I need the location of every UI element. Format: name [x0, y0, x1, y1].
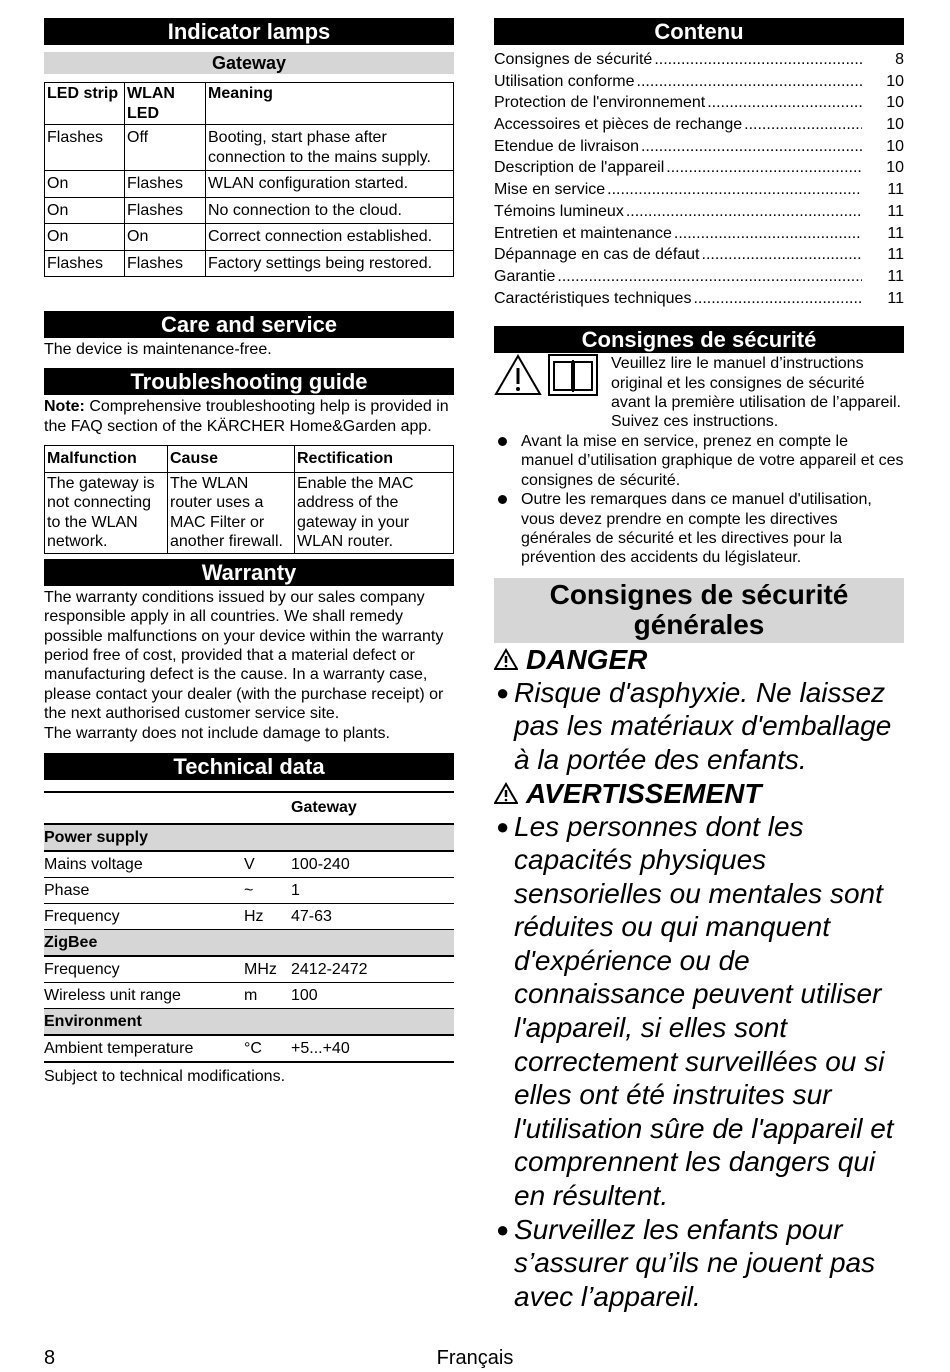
toc-page: 11: [887, 289, 904, 307]
table-row: [45, 224, 454, 251]
cell-unit: m: [244, 982, 291, 1008]
toc-label: Dépannage en cas de défaut: [494, 246, 700, 264]
toc-page: 10: [886, 94, 904, 112]
technical-category-row: [44, 1008, 454, 1035]
toc-leader: [626, 203, 862, 221]
cell-unit: V: [244, 851, 291, 878]
toc-label: Entretien et maintenance: [494, 224, 672, 242]
bullet-text: Les personnes dont les capacités physiques sensorielles ou mentales sont réduites ou qui manquent d'expérience ou de connaissance peuvent utiliser l'appareil, si elles sont correctement surveillées ou si elles ont été instruites sur l'utilisation sûre de l'appareil et comprennent les dangers qui en résultent.: [514, 810, 894, 1212]
toc-label: Utilisation conforme: [494, 72, 635, 90]
bullet-dot-icon: ●: [496, 1216, 510, 1242]
table-row: [45, 171, 454, 198]
cell-led-strip: Flashes: [45, 250, 125, 277]
header-led-strip: LED strip: [45, 83, 125, 125]
cell-cause: The WLAN router uses a MAC Filter or another firewall.: [168, 472, 295, 553]
table-row: [44, 851, 454, 878]
cell-value: +5...+40: [291, 1035, 454, 1062]
list-item[interactable]: [494, 73, 904, 95]
warning-items: [494, 810, 904, 1314]
toc-leader: [707, 94, 862, 112]
troubleshooting-note: [44, 397, 454, 436]
toc-page: 11: [887, 181, 904, 199]
category-label: Environment: [44, 1008, 454, 1035]
danger-label: DANGER: [526, 643, 648, 675]
table-row: [44, 903, 454, 929]
table-header-row: [45, 446, 454, 473]
header-wlan-led: WLAN LED: [125, 83, 206, 125]
cell-wlan-led: Off: [125, 125, 206, 171]
care-service-heading: Care and service: [44, 311, 454, 338]
toc-page: 11: [887, 267, 904, 285]
cell-wlan-led: On: [125, 224, 206, 251]
cell-value: 1: [291, 877, 454, 903]
toc-leader: [607, 181, 862, 199]
toc-page: 8: [895, 51, 904, 68]
danger-label-row: [494, 643, 904, 676]
toc-label: Accessoires et pièces de rechange: [494, 116, 743, 134]
gateway-subheading: Gateway: [44, 52, 454, 74]
cell-wlan-led: Flashes: [125, 197, 206, 224]
danger-items: [494, 676, 904, 777]
toc-label: Protection de l'environnement: [494, 94, 706, 112]
list-item[interactable]: [494, 94, 904, 116]
warning-triangle-icon: [494, 782, 518, 804]
toc-page: 10: [886, 116, 904, 134]
cell-value: 100: [291, 982, 454, 1008]
toc-leader: [557, 268, 862, 286]
list-item: [494, 432, 904, 490]
cell-meaning: Correct connection established.: [206, 224, 454, 251]
bullet-text: Risque d'asphyxie. Ne laissez pas les matériaux d'emballage à la portée des enfants.: [514, 676, 892, 775]
table-row: [44, 956, 454, 983]
troubleshooting-heading: Troubleshooting guide: [44, 368, 454, 395]
toc-leader: [674, 225, 862, 243]
manual-book-icon: [548, 354, 598, 396]
warranty-text: The warranty conditions issued by our sales company responsible apply in all countries. We shall remedy possible malfunctions on your device within the warranty period free of cost, provided that a material defect or manufacturing defect is the cause. In a warranty case, please contact your dealer (with the purchase receipt) or the next authorised customer service site.: [44, 588, 444, 723]
table-row: [44, 1035, 454, 1062]
toc-label: Garantie: [494, 267, 556, 285]
gateway-column-header: Gateway: [291, 792, 454, 824]
safety-heading: Consignes de sécurité: [494, 326, 904, 353]
header-cause: Cause: [168, 446, 295, 473]
cell-malfunction: The gateway is not connecting to the WLAN network.: [45, 472, 168, 553]
technical-footnote: Subject to technical modifications.: [44, 1067, 286, 1085]
toc-label: Description de l'appareil: [494, 159, 665, 177]
indicator-table: [44, 82, 454, 277]
warning-triangle-icon: [494, 354, 542, 396]
bullet-dot-icon: [498, 437, 507, 446]
toc-label: Caractéristiques techniques: [494, 289, 692, 307]
contents-heading: Contenu: [494, 18, 904, 45]
bullet-dot-icon: ●: [496, 679, 510, 705]
cell-wlan-led: Flashes: [125, 171, 206, 198]
header-meaning: Meaning: [206, 83, 454, 125]
list-item: [494, 810, 904, 1213]
care-service-text: The device is maintenance-free.: [44, 341, 272, 358]
cell-wlan-led: Flashes: [125, 250, 206, 277]
bullet-text: Outre les remarques dans ce manuel d'utilisation, vous devez prendre en compte les directives générales de sécurité et les directives pour la prévention des accidents du législateur.: [521, 491, 872, 567]
warranty-plants-text: The warranty does not include damage to plants.: [44, 724, 390, 742]
toc-page: 10: [886, 72, 904, 90]
toc-label: Etendue de livraison: [494, 137, 639, 155]
list-item: [494, 490, 904, 568]
troubleshooting-table: [44, 445, 454, 554]
table-row: [44, 877, 454, 903]
technical-data-heading: Technical data: [44, 753, 454, 780]
bullet-dot-icon: ●: [496, 813, 510, 839]
note-text: Comprehensive troubleshooting help is provided in the FAQ section of the KÄRCHER Home&Garden app.: [44, 398, 449, 435]
general-safety-heading: Consignes de sécurité générales: [494, 578, 904, 643]
bullet-dot-icon: [498, 495, 507, 504]
technical-category-row: [44, 929, 454, 956]
cell-value: 2412-2472: [291, 956, 454, 983]
page-number: 8: [44, 1347, 56, 1369]
cell-meaning: Booting, start phase after connection to the mains supply.: [206, 125, 454, 171]
toc-leader: [693, 290, 862, 308]
toc-page: 10: [886, 159, 904, 177]
table-row: [45, 250, 454, 277]
technical-header-row: [44, 792, 454, 824]
technical-data-table: [44, 791, 454, 1063]
toc-leader: [654, 51, 862, 69]
list-item[interactable]: [494, 159, 904, 181]
cell-label: Phase: [44, 877, 244, 903]
header-rectification: Rectification: [295, 446, 454, 473]
safety-icons: [494, 354, 611, 414]
toc-label: Témoins lumineux: [494, 202, 624, 220]
warning-label-row: [494, 777, 904, 810]
list-item[interactable]: [494, 268, 904, 290]
cell-label: Mains voltage: [44, 851, 244, 878]
cell-unit: ~: [244, 877, 291, 903]
category-label: Power supply: [44, 824, 454, 851]
cell-unit: Hz: [244, 903, 291, 929]
cell-value: 47-63: [291, 903, 454, 929]
danger-triangle-icon: [494, 648, 518, 670]
toc-label: Mise en service: [494, 181, 606, 199]
cell-label: Wireless unit range: [44, 982, 244, 1008]
list-item[interactable]: [494, 51, 904, 73]
technical-category-row: [44, 824, 454, 851]
toc-page: 11: [887, 202, 904, 220]
toc-leader: [702, 246, 863, 264]
cell-rectification: Enable the MAC address of the gateway in your WLAN router.: [295, 472, 454, 553]
table-row: [45, 197, 454, 224]
toc-leader: [641, 138, 862, 156]
cell-led-strip: On: [45, 224, 125, 251]
note-label: Note:: [44, 398, 85, 416]
left-column: [44, 18, 454, 1086]
table-row: [45, 125, 454, 171]
cell-led-strip: On: [45, 171, 125, 198]
table-header-row: [45, 83, 454, 125]
cell-meaning: WLAN configuration started.: [206, 171, 454, 198]
cell-value: 100-240: [291, 851, 454, 878]
cell-led-strip: Flashes: [45, 125, 125, 171]
cell-meaning: No connection to the cloud.: [206, 197, 454, 224]
list-item[interactable]: [494, 116, 904, 138]
list-item[interactable]: [494, 290, 904, 312]
safety-intro: [494, 354, 904, 432]
cell-led-strip: On: [45, 197, 125, 224]
safety-intro-text: Veuillez lire le manuel d’instructions original et les consignes de sécurité avant la première utilisation de l’appareil. Suivez ces instructions.: [611, 355, 901, 431]
toc-leader: [637, 73, 863, 91]
table-of-contents: [494, 51, 904, 311]
toc-leader: [666, 159, 862, 177]
warning-label: AVERTISSEMENT: [526, 777, 762, 809]
cell-label: Frequency: [44, 956, 244, 983]
warranty-heading: Warranty: [44, 559, 454, 586]
header-malfunction: Malfunction: [45, 446, 168, 473]
bullet-text: Surveillez les enfants pour s’assurer qu’ils ne jouent pas avec l’appareil.: [514, 1213, 876, 1312]
list-item[interactable]: [494, 203, 904, 225]
cell-unit: MHz: [244, 956, 291, 983]
toc-label: Consignes de sécurité: [494, 51, 653, 68]
list-item[interactable]: [494, 246, 904, 268]
list-item: [494, 1213, 904, 1314]
toc-page: 11: [887, 246, 904, 264]
cell-label: Ambient temperature: [44, 1035, 244, 1062]
list-item[interactable]: [494, 181, 904, 203]
cell-unit: °C: [244, 1035, 291, 1062]
list-item[interactable]: [494, 225, 904, 247]
toc-page: 10: [886, 137, 904, 155]
indicator-lamps-heading: Indicator lamps: [44, 18, 454, 45]
footer-language: Français: [436, 1347, 514, 1369]
table-row: [44, 982, 454, 1008]
category-label: ZigBee: [44, 929, 454, 956]
table-row: [45, 472, 454, 553]
list-item[interactable]: [494, 138, 904, 160]
cell-label: Frequency: [44, 903, 244, 929]
toc-leader: [744, 116, 862, 134]
right-column: [494, 18, 904, 1313]
toc-page: 11: [887, 224, 904, 242]
cell-meaning: Factory settings being restored.: [206, 250, 454, 277]
list-item: [494, 676, 904, 777]
safety-bullets: [494, 432, 904, 568]
bullet-text: Avant la mise en service, prenez en compte le manuel d’utilisation graphique de votre appareil et ces consignes de sécurité.: [521, 432, 904, 489]
